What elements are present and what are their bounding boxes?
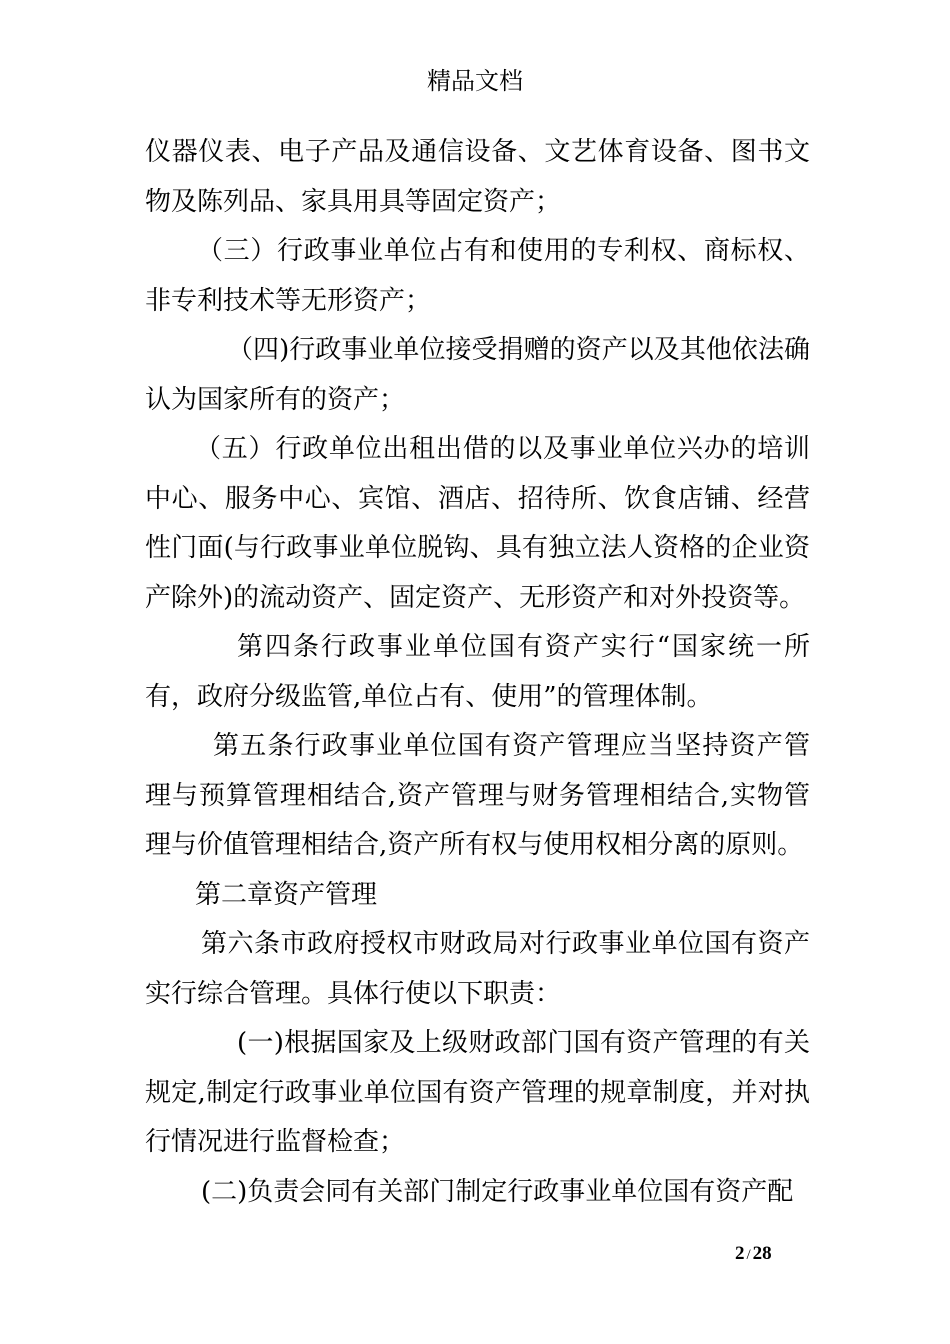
- page-current: 2: [735, 1243, 745, 1264]
- paragraph-item-3-intangible-assets: （三）行政事业单位占有和使用的专利权、商标权、非专利技术等无形资产；: [145, 236, 810, 316]
- paragraph-item-4-donated-assets: （四)行政事业单位接受捐赠的资产以及其他依法确认为国家所有的资产；: [145, 335, 810, 415]
- document-body: [145, 128, 810, 1217]
- chapter-heading-asset-management: 第二章资产管理: [195, 879, 378, 910]
- page-total: 28: [752, 1243, 772, 1264]
- paragraph-article-6: 第六条市政府授权市财政局对行政事业单位国有资产实行综合管理。具体行使以下职责：: [145, 929, 810, 1009]
- paragraph-item-5-rented-assets: （五）行政单位出租出借的以及事业单位兴办的培训中心、服务中心、宾馆、酒店、招待所、饮食店铺、经营性门面(与行政事业单位脱钩、具有独立法人资格的企业资产除外)的流动资产、固定资产、无形资产和对外投资等。: [145, 434, 810, 613]
- page-header: [0, 64, 950, 98]
- page-separator: /: [746, 1247, 751, 1263]
- paragraph-duty-2: (二)负责会同有关部门制定行政事业单位国有资产配: [201, 1176, 794, 1207]
- page-number: [735, 1243, 772, 1265]
- paragraph-duty-1: (一)根据国家及上级财政部门国有资产管理的有关规定,制定行政事业单位国有资产管理的规章制度，并对执行情况进行监督检查；: [145, 1028, 810, 1157]
- paragraph-article-4: 第四条行政事业单位国有资产实行“国家统一所有，政府分级监管,单位占有、使用”的管理体制。: [145, 632, 810, 712]
- paragraph-article-5: 第五条行政事业单位国有资产管理应当坚持资产管理与预算管理相结合,资产管理与财务管理相结合,实物管理与价值管理相结合,资产所有权与使用权相分离的原则。: [145, 731, 810, 860]
- paragraph-fixed-assets-continued: 仪器仪表、电子产品及通信设备、文艺体育设备、图书文物及陈列品、家具用具等固定资产；: [145, 137, 810, 217]
- header-title: 精品文档: [427, 67, 523, 95]
